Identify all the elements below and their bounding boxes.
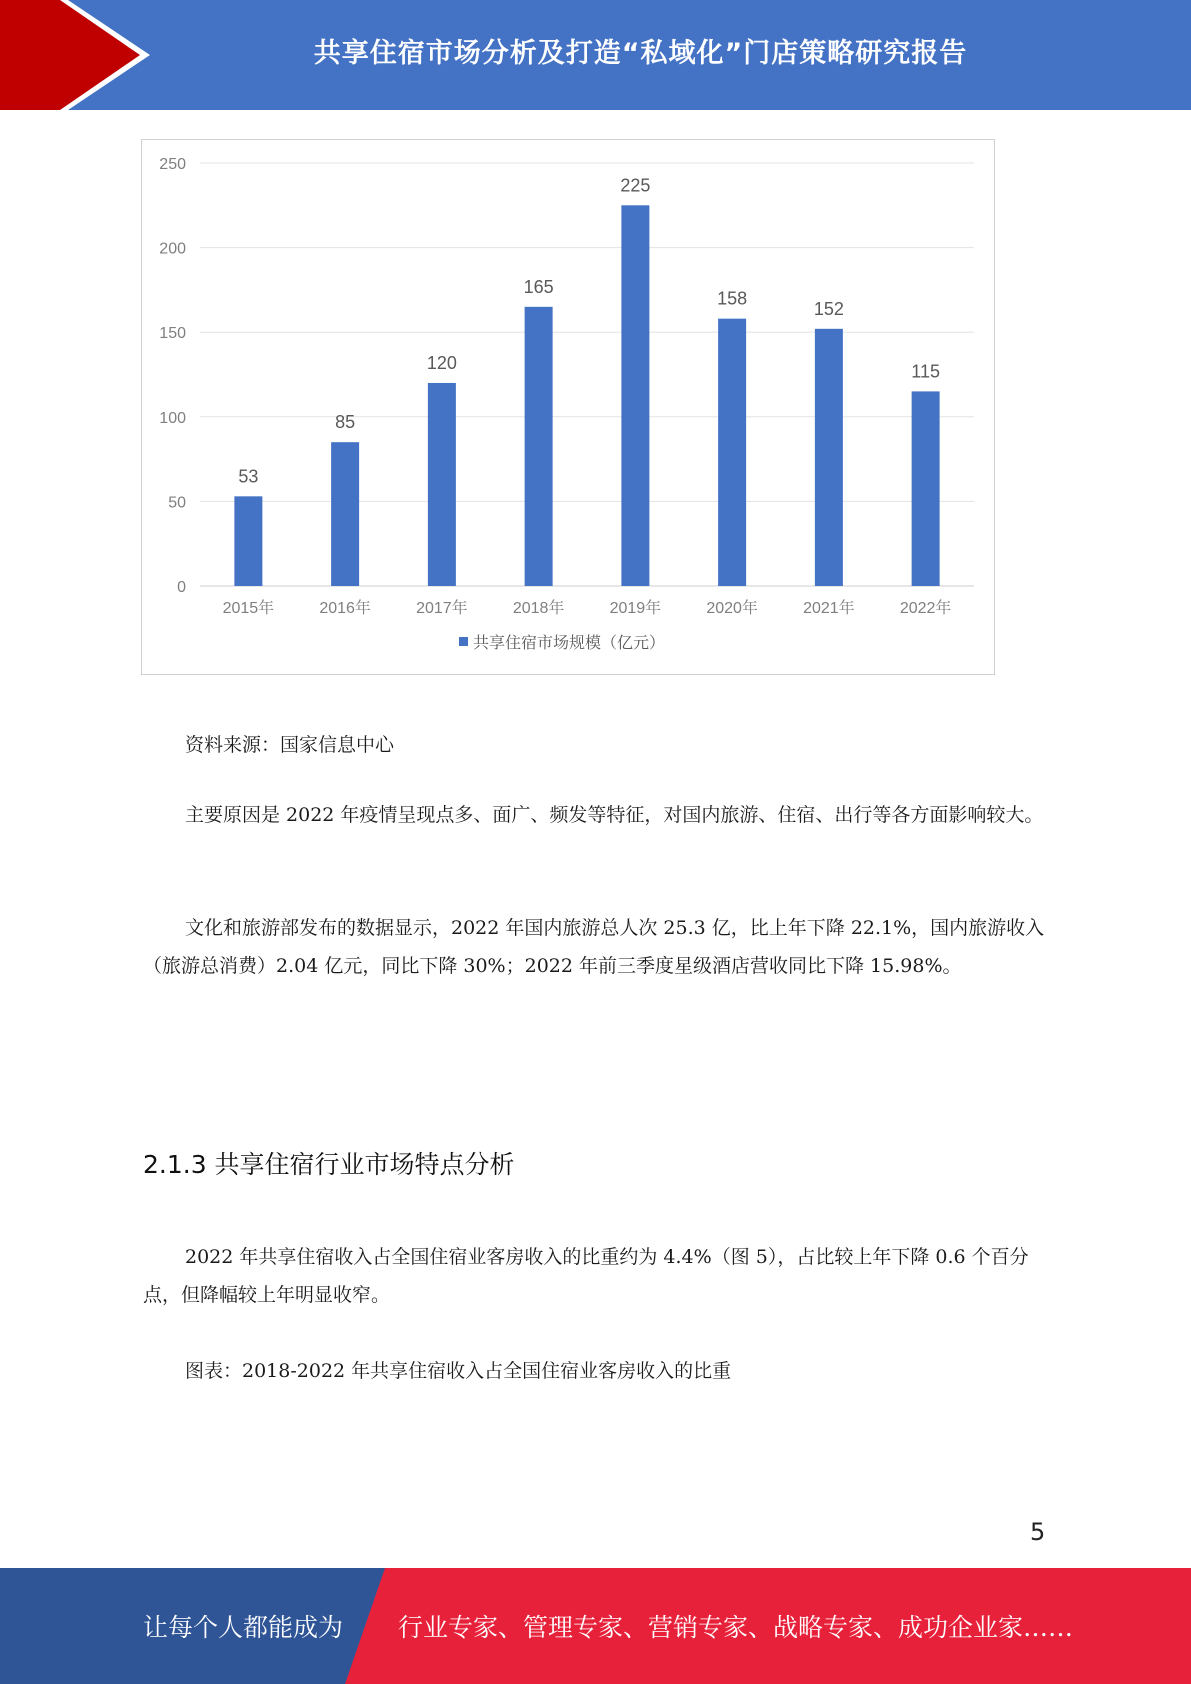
footer-slogan-left: 让每个人都能成为 <box>143 1613 344 1642</box>
section-heading: 2.1.3 共享住宿行业市场特点分析 <box>143 1150 515 1179</box>
y-tick-label: 200 <box>159 240 186 258</box>
data-label: 115 <box>911 361 940 382</box>
bar <box>428 383 456 586</box>
y-tick-label: 100 <box>159 409 186 427</box>
bar <box>815 329 843 586</box>
page-header <box>0 0 1191 110</box>
bar <box>331 442 359 586</box>
x-tick-label: 2019年 <box>609 600 662 617</box>
paragraph-reason: 主要原因是 2022 年疫情呈现点多、面广、频发等特征，对国内旅游、住宿、出行等各方面影响较大。 <box>185 804 1044 826</box>
x-tick-label: 2020年 <box>706 600 758 617</box>
legend-label: 共享住宿市场规模（亿元） <box>473 635 666 652</box>
y-tick-label: 150 <box>159 325 186 343</box>
paragraph-revenue-share: 2022 年共享住宿收入占全国住宿业客房收入的比重约为 4.4%（图 5），占比较上年下降 0.6 个百分点，但降幅较上年明显收窄。 <box>143 1246 1029 1306</box>
x-tick-label: 2021年 <box>803 600 855 617</box>
x-tick-label: 2016年 <box>319 600 371 617</box>
data-label: 152 <box>813 298 844 319</box>
page-footer <box>0 1568 1191 1684</box>
footer-slogan-right: 行业专家、管理专家、营销专家、战略专家、成功企业家…… <box>398 1613 1074 1642</box>
page-number: 5 <box>1030 1518 1046 1546</box>
bar <box>525 307 553 586</box>
y-tick-label: 50 <box>168 494 186 512</box>
bar <box>718 319 746 586</box>
paragraph-tourism-data: 文化和旅游部发布的数据显示，2022 年国内旅游总人次 25.3 亿，比上年下降 22.1%，国内旅游收入（旅游总消费）2.04 亿元，同比下降 30%；2022 年前三季度星级酒店营收同比下降 15.98%。 <box>143 917 1045 977</box>
source-note: 资料来源：国家信息中心 <box>185 734 395 756</box>
x-tick-label: 2022年 <box>899 600 952 617</box>
bar-chart-svg <box>142 140 996 676</box>
data-label: 165 <box>523 276 554 297</box>
data-label: 53 <box>238 466 259 487</box>
bar <box>234 496 262 586</box>
data-label: 120 <box>426 352 457 373</box>
y-tick-label: 250 <box>159 156 186 173</box>
y-tick-label: 0 <box>177 579 186 596</box>
data-label: 158 <box>717 288 748 309</box>
data-label: 85 <box>335 412 356 433</box>
x-tick-label: 2017年 <box>416 600 468 617</box>
x-tick-label: 2015年 <box>222 600 275 617</box>
legend-swatch <box>459 637 468 646</box>
bar <box>912 391 940 586</box>
market-size-chart <box>141 139 995 675</box>
figure-caption: 图表：2018-2022 年共享住宿收入占全国住宿业客房收入的比重 <box>185 1360 732 1382</box>
report-title: 共享住宿市场分析及打造“私域化”门店策略研究报告 <box>313 37 968 69</box>
data-label: 225 <box>620 175 651 196</box>
bar <box>621 205 649 586</box>
x-tick-label: 2018年 <box>512 600 565 617</box>
